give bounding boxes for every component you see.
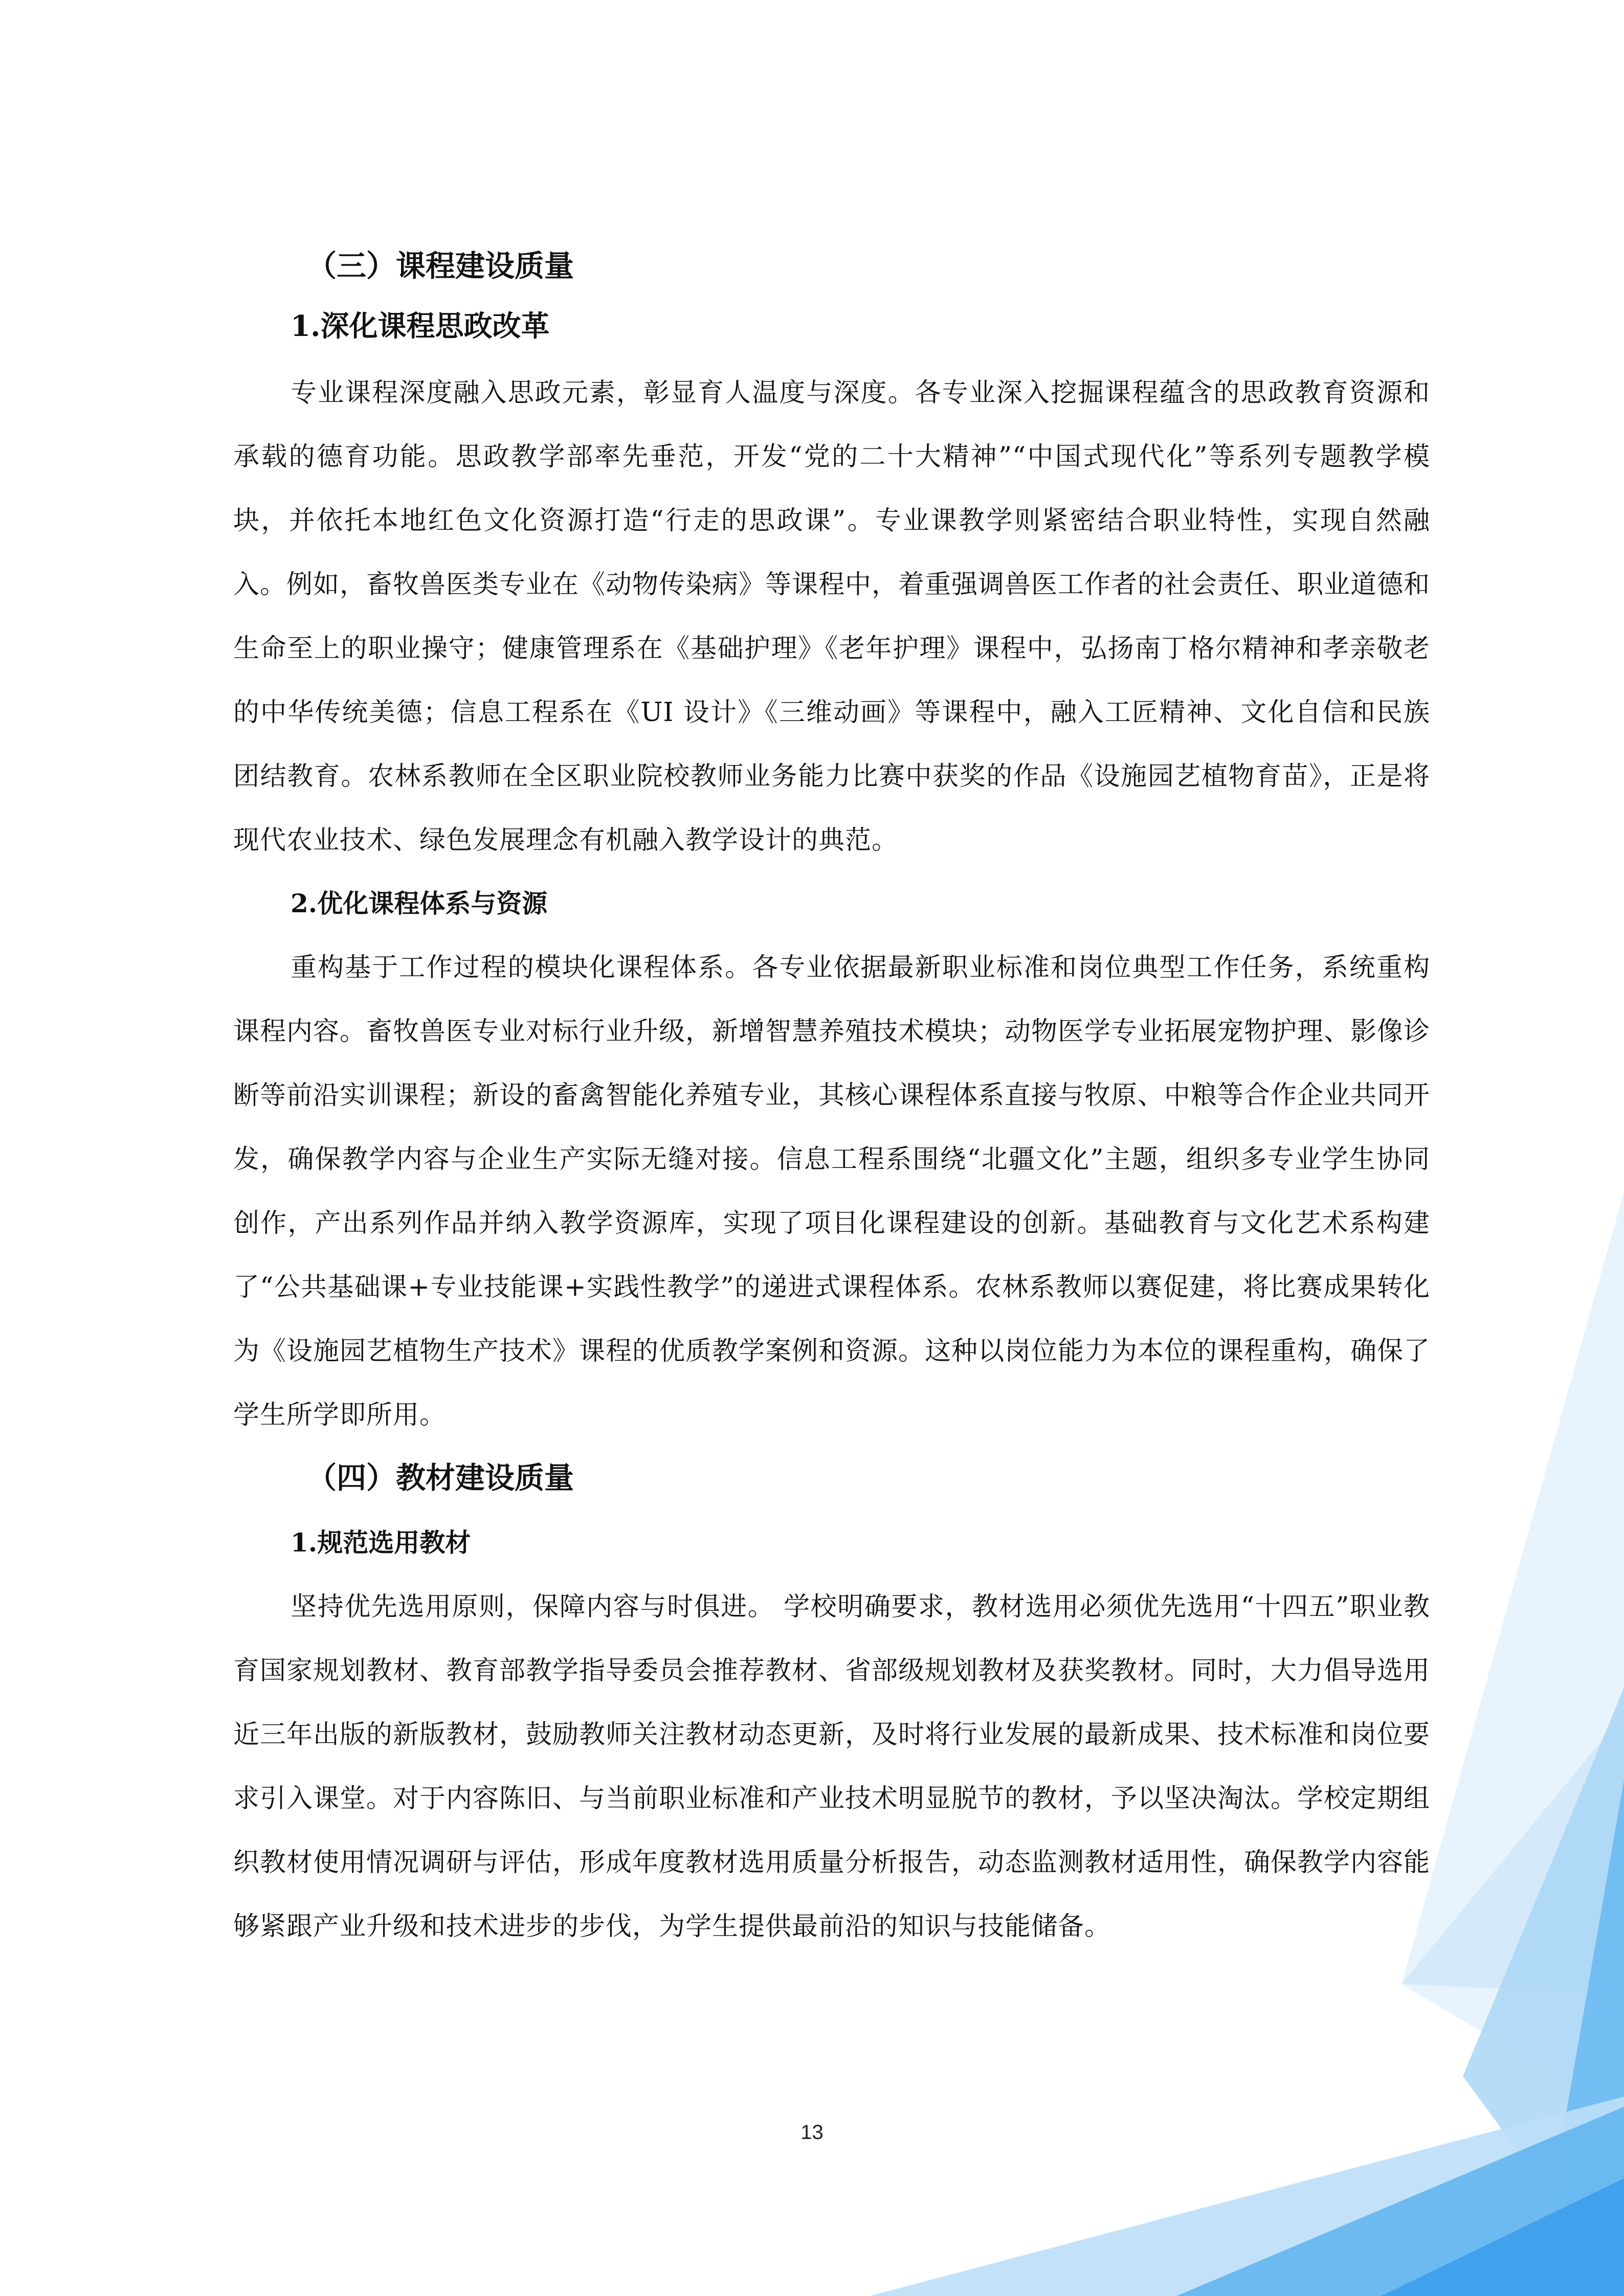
paragraph-3-1	[233, 361, 1430, 872]
paragraph-4-1	[233, 1575, 1430, 1959]
paragraph-text: 重构基于工作过程的模块化课程体系。各专业依据最新职业标准和岗位典型工作任务，系统重构课程内容。畜牧兽医专业对标行业升级，新增智慧养殖技术模块；动物医学专业拓展宠物护理、影像诊断等前沿实训课程；新设的畜禽智能化养殖专业，其核心课程体系直接与牧原、中粮等合作企业共同开发，确保教学内容与企业生产实际无缝对接。信息工程系围绕“北疆文化”主题，组织多专业学生协同创作，产出系列作品并纳入教学资源库，实现了项目化课程建设的创新。基础教育与文化艺术系构建了“公共基础课+专业技能课+实践性教学”的递进式课程体系。农林系教师以赛促建，将比赛成果转化为《设施园艺植物生产技术》课程的优质教学案例和资源。这种以岗位能力为本位的课程重构，确保了学生所学即所用。	[233, 953, 1431, 1430]
paragraph-text: 专业课程深度融入思政元素，彰显育人温度与深度。各专业深入挖掘课程蕴含的思政教育资源和承载的德育功能。思政教学部率先垂范，开发“党的二十大精神”“中国式现代化”等系列专题教学模块，并依托本地红色文化资源打造“行走的思政课”。专业课教学则紧密结合职业特性，实现自然融入。例如，畜牧兽医类专业在《动物传染病》等课程中，着重强调兽医工作者的社会责任、职业道德和生命至上的职业操守；健康管理系在《基础护理》《老年护理》课程中，弘扬南丁格尔精神和孝亲敬老的中华传统美德；信息工程系在《UI 设计》《三维动画》等课程中，融入工匠精神、文化自信和民族团结教育。农林系教师在全区职业院校教师业务能力比赛中获奖的作品《设施园艺植物育苗》，正是将现代农业技术、绿色发展理念有机融入教学设计的典范。	[233, 378, 1431, 856]
section-heading-4: （四）教材建设质量	[307, 1460, 574, 1495]
subsection-heading-3-1: 1.深化课程思政改革	[291, 309, 550, 343]
subsection-heading-4-1: 1.规范选用教材	[291, 1527, 471, 1558]
subsection-heading-3-2: 2.优化课程体系与资源	[291, 888, 548, 918]
section-heading-3: （三）课程建设质量	[307, 249, 574, 283]
paragraph-text: 坚持优先选用原则，保障内容与时俱进。 学校明确要求，教材选用必须优先选用“十四五”职业教育国家规划教材、教育部教学指导委员会推荐教材、省部级规划教材及获奖教材。同时，大力倡导选用近三年出版的新版教材，鼓励教师关注教材动态更新，及时将行业发展的最新成果、技术标准和岗位要求引入课堂。对于内容陈旧、与当前职业标准和产业技术明显脱节的教材，予以坚决淘汰。学校定期组织教材使用情况调研与评估，形成年度教材选用质量分析报告，动态监测教材适用性，确保教学内容能够紧跟产业升级和技术进步的步伐，为学生提供最前沿的知识与技能储备。	[233, 1592, 1431, 1942]
page-number: 13	[800, 2121, 824, 2144]
paragraph-3-2	[233, 936, 1430, 1447]
